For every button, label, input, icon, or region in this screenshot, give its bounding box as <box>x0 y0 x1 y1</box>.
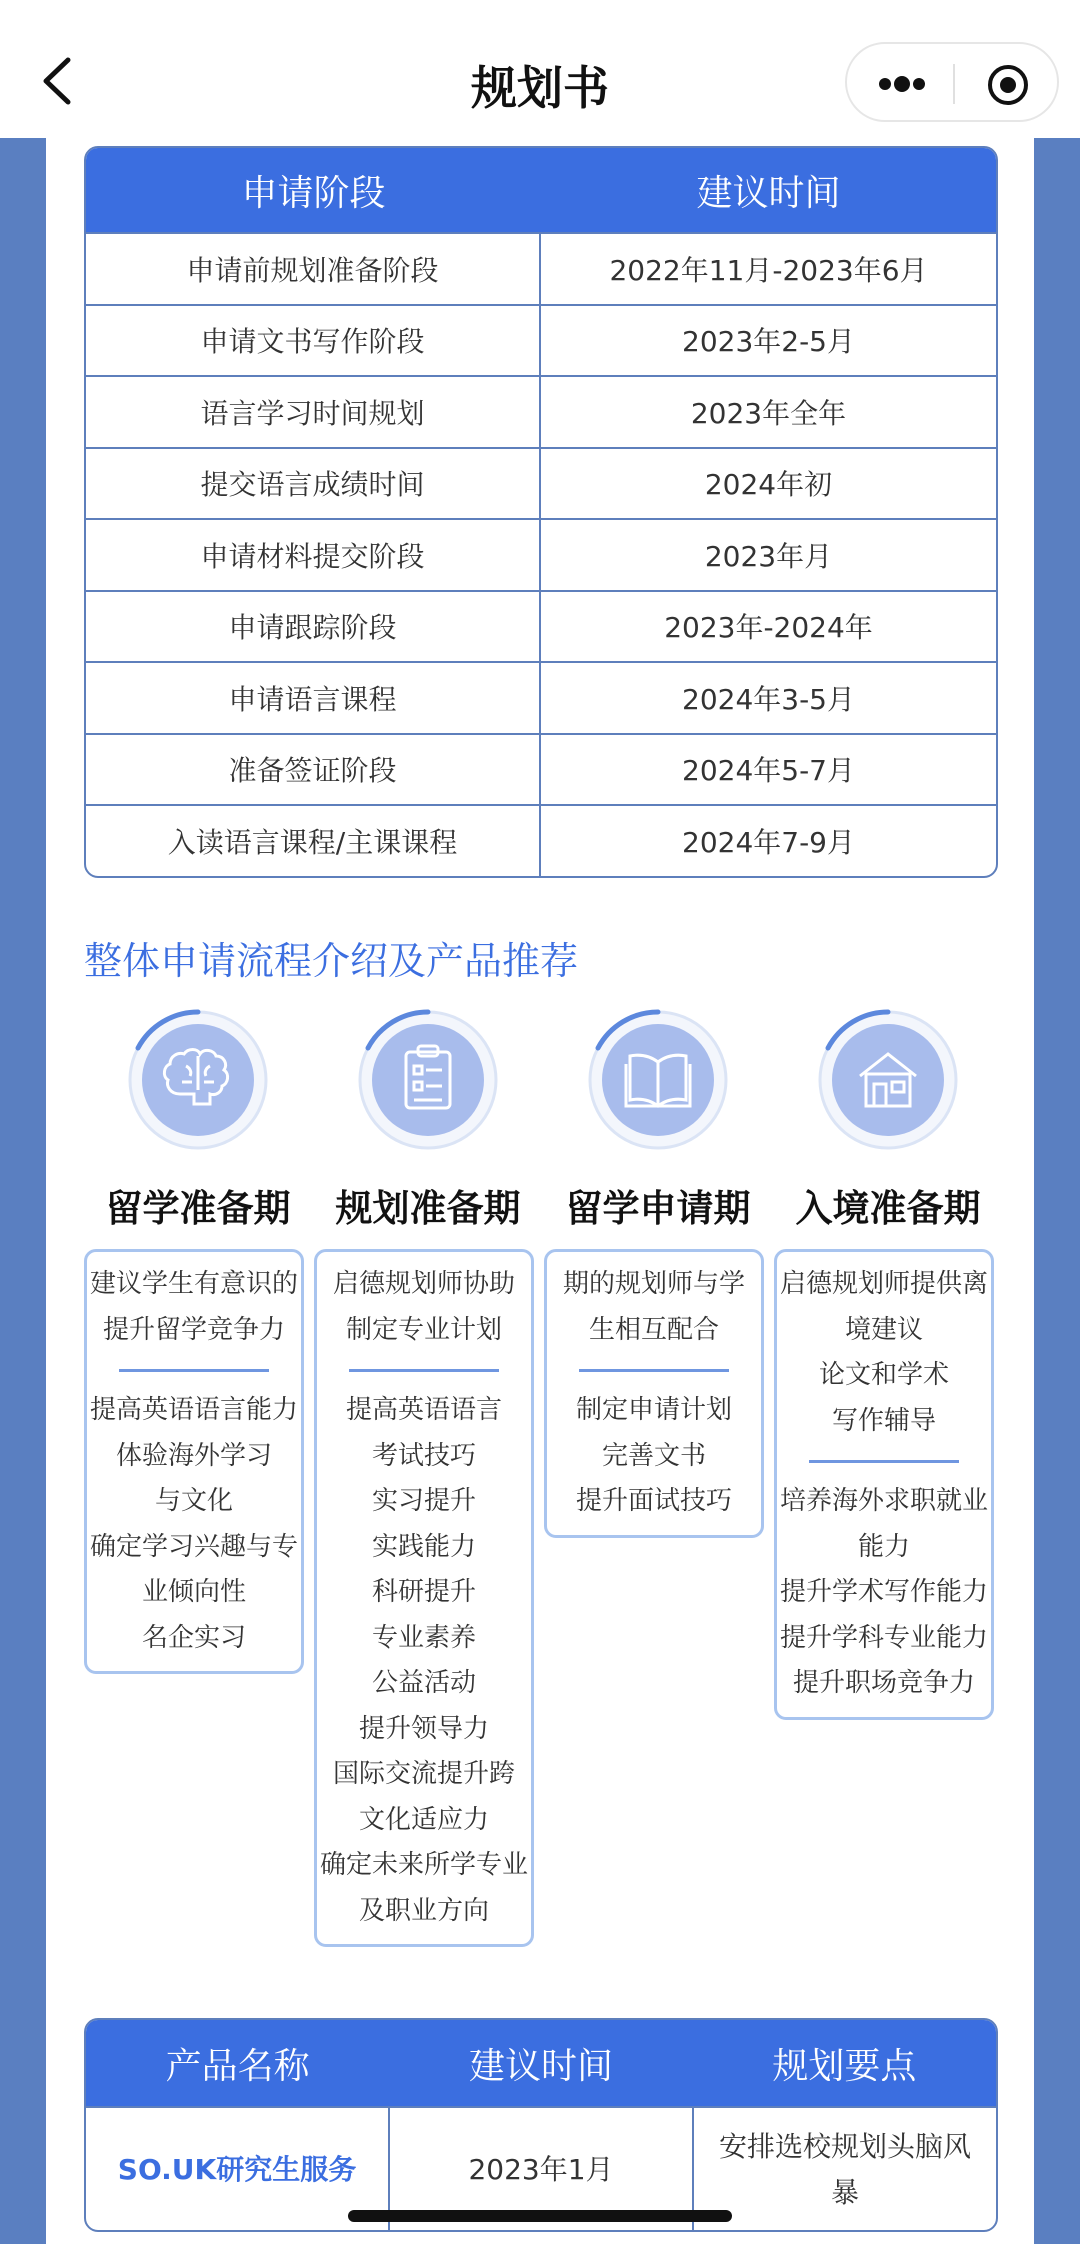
page-title: 规划书 <box>471 61 609 115</box>
header-cell: 规划要点 <box>772 2045 917 2087</box>
time-cell: 2022年11月-2023年6月 <box>609 253 928 287</box>
time-cell: 2023年月 <box>704 539 833 573</box>
separator <box>119 1369 269 1372</box>
stage-box <box>544 1249 764 1538</box>
time-cell: 2024年3-5月 <box>682 682 855 716</box>
stage-text: 培养海外求职就业 <box>779 1486 988 1516</box>
stage-box <box>314 1249 534 1947</box>
stage-text: 实践能力 <box>371 1531 476 1562</box>
stage-box <box>84 1249 304 1674</box>
content-panel <box>46 138 1034 2244</box>
stage-cell: 提交语言成绩时间 <box>86 449 541 519</box>
stage-cell: 申请材料提交阶段 <box>86 520 541 590</box>
table-row <box>86 375 996 447</box>
stage-cell: 申请跟踪阶段 <box>86 592 541 662</box>
stage-cell: 申请语言课程 <box>86 663 541 733</box>
stage-text: 能力 <box>857 1531 910 1562</box>
table-row <box>86 518 996 590</box>
stage-text: 及职业方向 <box>358 1895 489 1926</box>
capsule-divider <box>953 64 955 104</box>
timeline-table <box>84 146 998 878</box>
stage-title: 留学申请期 <box>565 1187 751 1230</box>
header-cell: 申请阶段 <box>241 172 386 214</box>
time-cell: 2024年7-9月 <box>682 825 855 859</box>
table-row <box>86 232 996 304</box>
stage-text: 制定申请计划 <box>575 1395 732 1425</box>
stage-text: 考试技巧 <box>371 1440 476 1471</box>
table-row <box>86 661 996 733</box>
time-cell: 2023年-2024年 <box>664 611 873 645</box>
stage-text: 与文化 <box>154 1486 233 1516</box>
nav-bar <box>0 0 1080 138</box>
stage-text: 名企实习 <box>141 1622 246 1653</box>
house-icon <box>816 1008 960 1152</box>
book-icon <box>586 1008 730 1152</box>
brain-icon <box>126 1008 270 1152</box>
stage-text: 生相互配合 <box>588 1314 719 1345</box>
header-cell: 产品名称 <box>165 2045 310 2087</box>
home-indicator[interactable] <box>348 2210 732 2222</box>
table-row <box>86 733 996 805</box>
stage-text: 制定专业计划 <box>345 1314 502 1345</box>
stage-text: 专业素养 <box>371 1622 476 1653</box>
table-header <box>86 2020 996 2106</box>
separator <box>579 1369 729 1372</box>
stage-text: 提升职场竞争力 <box>792 1668 975 1698</box>
stage-text: 提升面试技巧 <box>575 1486 732 1516</box>
time-cell: 2023年全年 <box>690 396 847 430</box>
mini-program-capsule <box>845 42 1059 122</box>
stage-text: 提高英语语言能力 <box>89 1395 298 1425</box>
table-header <box>86 148 996 232</box>
separator <box>349 1369 499 1372</box>
stage-text: 科研提升 <box>371 1577 476 1607</box>
more-icon[interactable] <box>877 74 927 94</box>
stage-text: 提升留学竞争力 <box>102 1314 285 1345</box>
stage-text: 体验海外学习 <box>115 1440 272 1471</box>
stage-text: 确定未来所学专业 <box>319 1850 528 1880</box>
stage-cell: 申请文书写作阶段 <box>86 306 541 376</box>
close-target-icon[interactable] <box>987 64 1029 106</box>
header-cell: 建议时间 <box>696 172 841 214</box>
stage-title: 留学准备期 <box>105 1187 291 1230</box>
time-cell: 2024年5-7月 <box>682 754 855 788</box>
stage-cell: 入读语言课程/主课课程 <box>86 806 541 876</box>
clipboard-icon <box>356 1008 500 1152</box>
product-table <box>84 2018 998 2232</box>
table-row <box>86 590 996 662</box>
stage-text: 文化适应力 <box>358 1804 489 1835</box>
stage-text: 确定学习兴趣与专 <box>89 1531 298 1562</box>
stage-cell: 语言学习时间规划 <box>86 377 541 447</box>
stage-text: 写作辅导 <box>831 1405 936 1436</box>
stage-title: 入境准备期 <box>795 1187 981 1230</box>
table-row <box>86 304 996 376</box>
time-cell: 2023年1月 <box>388 2108 692 2232</box>
stage-text: 国际交流提升跨 <box>332 1759 515 1789</box>
section-title: 整体申请流程介绍及产品推荐 <box>84 939 579 983</box>
stage-text: 业倾向性 <box>141 1577 246 1607</box>
stage-text: 启德规划师协助 <box>332 1269 515 1299</box>
time-cell: 2023年2-5月 <box>682 325 855 359</box>
time-cell: 2024年初 <box>704 468 833 502</box>
stage-text: 启德规划师提供离 <box>779 1269 988 1299</box>
stage-cell: 准备签证阶段 <box>86 735 541 805</box>
stage-title: 规划准备期 <box>335 1187 521 1230</box>
header-cell: 建议时间 <box>468 2045 613 2087</box>
stage-text: 境建议 <box>844 1314 923 1345</box>
stage-text: 完善文书 <box>601 1440 706 1471</box>
table-row <box>86 447 996 519</box>
stage-text: 提升学科专业能力 <box>779 1622 988 1653</box>
stage-text: 建议学生有意识的 <box>89 1269 298 1299</box>
stage-text: 提升领导力 <box>358 1713 489 1744</box>
product-link[interactable]: SO.UK研究生服务 <box>117 2153 357 2186</box>
stage-box <box>774 1249 994 1720</box>
stage-text: 论文和学术 <box>818 1360 949 1390</box>
separator <box>809 1460 959 1463</box>
stage-text: 公益活动 <box>371 1668 476 1698</box>
stage-cell: 申请前规划准备阶段 <box>86 234 541 304</box>
table-row <box>86 804 996 876</box>
notes-cell: 安排选校规划头脑风暴 <box>692 2108 996 2232</box>
stage-text: 实习提升 <box>371 1486 476 1516</box>
stage-text: 提升学术写作能力 <box>779 1577 988 1607</box>
stage-text: 提高英语语言 <box>345 1395 502 1425</box>
stage-text: 期的规划师与学 <box>562 1269 745 1299</box>
